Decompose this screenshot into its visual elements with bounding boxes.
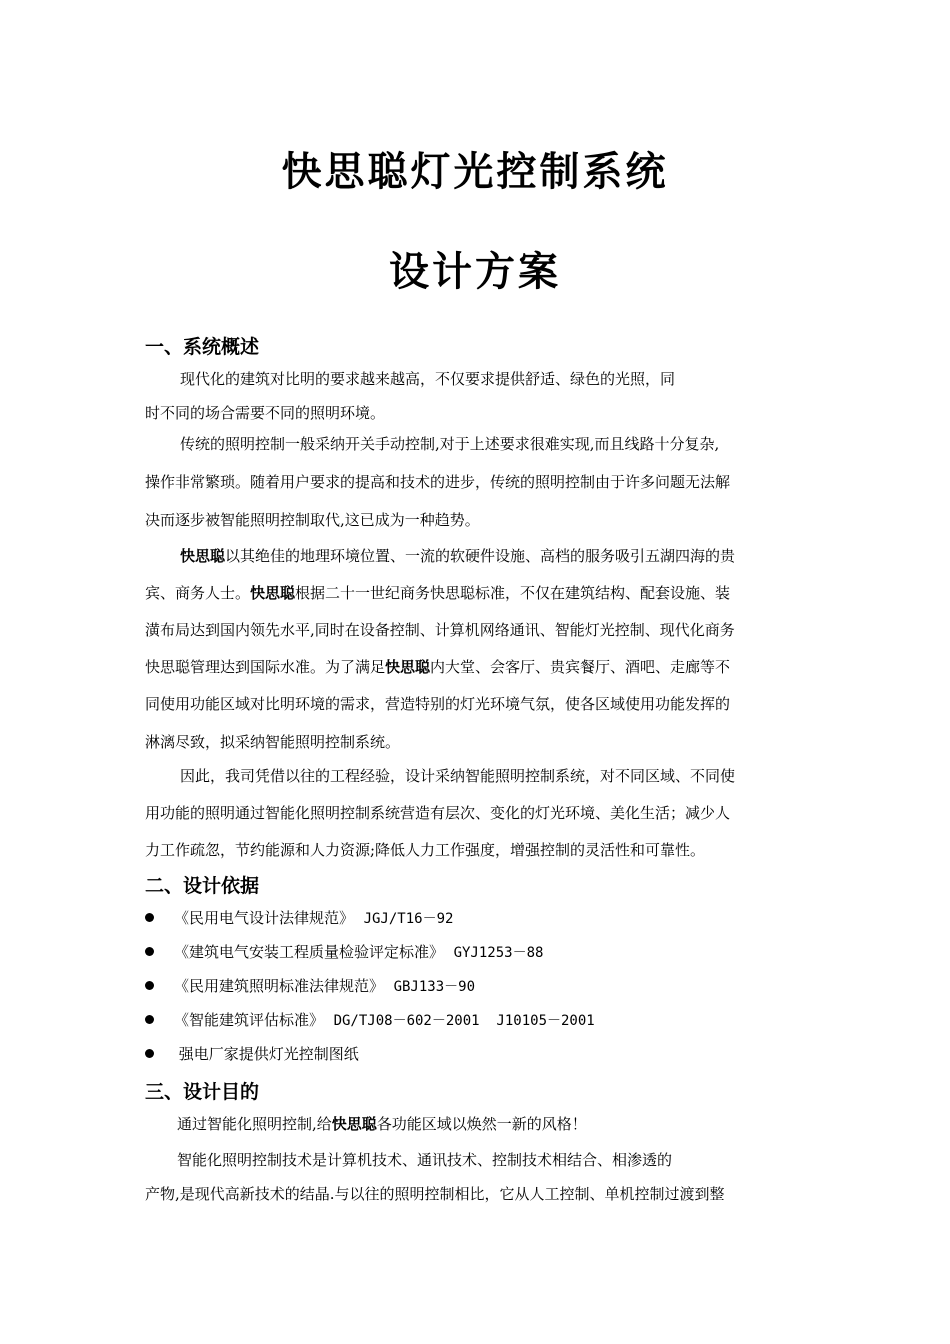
standard-code: JGJ/T16－92: [363, 911, 454, 927]
paragraph-text: 快思聪管理达到国际水准。为了满足: [145, 658, 386, 676]
bullet-icon: [145, 913, 154, 922]
bullet-icon: [145, 1049, 154, 1058]
paragraph-text: 宾、商务人士。: [145, 584, 251, 602]
standard-code: DG/TJ08－602－2001 J10105－2001: [333, 1013, 595, 1029]
company-name: 快思聪: [180, 547, 226, 565]
paragraph-line: [177, 1114, 587, 1134]
section-heading-basis: 二、设计依据: [145, 875, 260, 897]
paragraph-text: 通过智能化照明控制,给: [177, 1115, 332, 1133]
list-item: [145, 1044, 359, 1064]
paragraph-line: [180, 546, 735, 566]
standard-code: GBJ133－90: [393, 979, 475, 995]
company-name: 快思聪: [250, 584, 296, 602]
standard-code: GYJ1253－88: [453, 945, 544, 961]
standard-name: 强电厂家提供灯光控制图纸: [178, 1045, 359, 1063]
paragraph-line: 同使用功能区域对比明环境的需求，营造特别的灯光环境气氛，使各区域使用功能发挥的: [145, 695, 731, 713]
paragraph-line: 智能化照明控制技术是计算机技术、通讯技术、控制技术相结合、相渗透的: [177, 1151, 673, 1169]
paragraph-text: 以其绝佳的地理环境位置、一流的软硬件设施、高档的服务吸引五湖四海的贵: [225, 547, 736, 565]
paragraph-text: 根据二十一世纪商务快思聪标准，不仅在建筑结构、配套设施、装: [295, 584, 731, 602]
list-item: [145, 1010, 595, 1031]
bullet-icon: [145, 1015, 154, 1024]
list-item: [145, 908, 453, 929]
paragraph-line: [145, 657, 730, 677]
standard-name: 《建筑电气安装工程质量检验评定标准》: [174, 943, 445, 961]
paragraph-line: 用功能的照明通过智能化照明控制系统营造有层次、变化的灯光环境、美化生活；减少人: [145, 804, 731, 822]
bullet-icon: [145, 947, 154, 956]
paragraph-line: 淋漓尽致，拟采纳智能照明控制系统。: [145, 733, 401, 751]
paragraph-line: 传统的照明控制一般采纳开关手动控制,对于上述要求很难实现,而且线路十分复杂,: [180, 435, 720, 453]
bullet-icon: [145, 981, 154, 990]
list-item: [145, 976, 475, 997]
list-item: [145, 942, 543, 963]
paragraph-text: 内大堂、会客厅、贵宾餐厅、酒吧、走廊等不: [430, 658, 731, 676]
paragraph-line: 现代化的建筑对比明的要求越来越高，不仅要求提供舒适、绿色的光照，同: [180, 370, 676, 388]
company-name: 快思聪: [385, 658, 431, 676]
section-heading-overview: 一、系统概述: [145, 336, 260, 358]
standard-name: 《民用建筑照明标准法律规范》: [174, 977, 385, 995]
standard-name: 《智能建筑评估标准》: [174, 1011, 325, 1029]
paragraph-line: 产物,是现代高新技术的结晶.与以往的照明控制相比，它从人工控制、单机控制过渡到整: [145, 1185, 725, 1203]
standard-name: 《民用电气设计法律规范》: [174, 909, 355, 927]
paragraph-line: 潢布局达到国内领先水平,同时在设备控制、计算机网络通讯、智能灯光控制、现代化商务: [145, 621, 735, 639]
paragraph-line: 力工作疏忽，节约能源和人力资源;降低人力工作强度，增强控制的灵活性和可靠性。: [145, 841, 706, 859]
paragraph-line: [145, 583, 730, 603]
section-heading-purpose: 三、设计目的: [145, 1081, 260, 1103]
document-subtitle: 设计方案: [389, 249, 561, 295]
company-name: 快思聪: [331, 1115, 377, 1133]
paragraph-line: 决而逐步被智能照明控制取代,这已成为一种趋势。: [145, 511, 480, 529]
paragraph-line: 操作非常繁琐。随着用户要求的提高和技术的进步，传统的照明控制由于许多问题无法解: [145, 473, 731, 491]
paragraph-text: 各功能区域以焕然一新的风格！: [376, 1115, 587, 1133]
paragraph-line: 时不同的场合需要不同的照明环境。: [145, 404, 386, 422]
paragraph-line: 因此，我司凭借以往的工程经验，设计采纳智能照明控制系统，对不同区域、不同使: [180, 767, 736, 785]
document-title: 快思聪灯光控制系统: [281, 149, 669, 195]
